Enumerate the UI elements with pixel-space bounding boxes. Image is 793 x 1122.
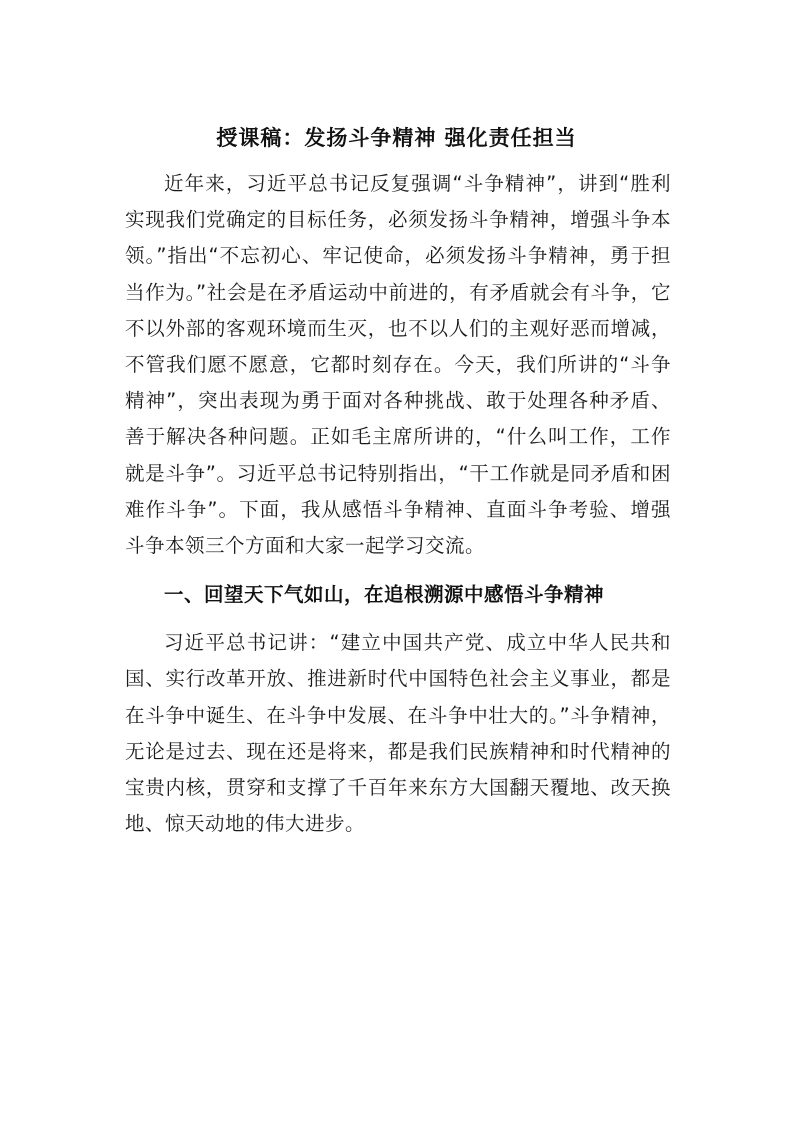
section-1-paragraph: 习近平总书记讲：“建立中国共产党、成立中华人民共和国、实行改革开放、推进新时代中国特色社会主义事业，都是在斗争中诞生、在斗争中发展、在斗争中壮大的。”斗争精神，无论是过去、现在还是将来，都是我们民族精神和时代精神的宝贵内核，贯穿和支撑了千百年来东方大国翻天覆地、改天换地、惊天动地的伟大进步。 (125, 631, 671, 836)
document-body (125, 166, 671, 842)
intro-paragraph: 近年来，习近平总书记反复强调“斗争精神”，讲到“胜利实现我们党确定的目标任务，必须发扬斗争精神，增强斗争本领。”指出“不忘初心、牢记使命，必须发扬斗争精神，勇于担当作为。”社会是在矛盾运动中前进的，有矛盾就会有斗争，它不以外部的客观环境而生灭，也不以人们的主观好恶而增减，不管我们愿不愿意，它都时刻存在。今天，我们所讲的“斗争精神”，突出表现为勇于面对各种挑战、敢于处理各种矛盾、善于解决各种问题。正如毛主席所讲的，“什么叫工作，工作就是斗争”。习近平总书记特别指出，“干工作就是同矛盾和困难作斗争”。下面，我从感悟斗争精神、直面斗争考验、增强斗争本领三个方面和大家一起学习交流。 (125, 172, 671, 558)
section-heading-1: 一、回望天下气如山，在追根溯源中感悟斗争精神 (164, 583, 605, 607)
document-title: 授课稿：发扬斗争精神 强化责任担当 (216, 126, 577, 150)
